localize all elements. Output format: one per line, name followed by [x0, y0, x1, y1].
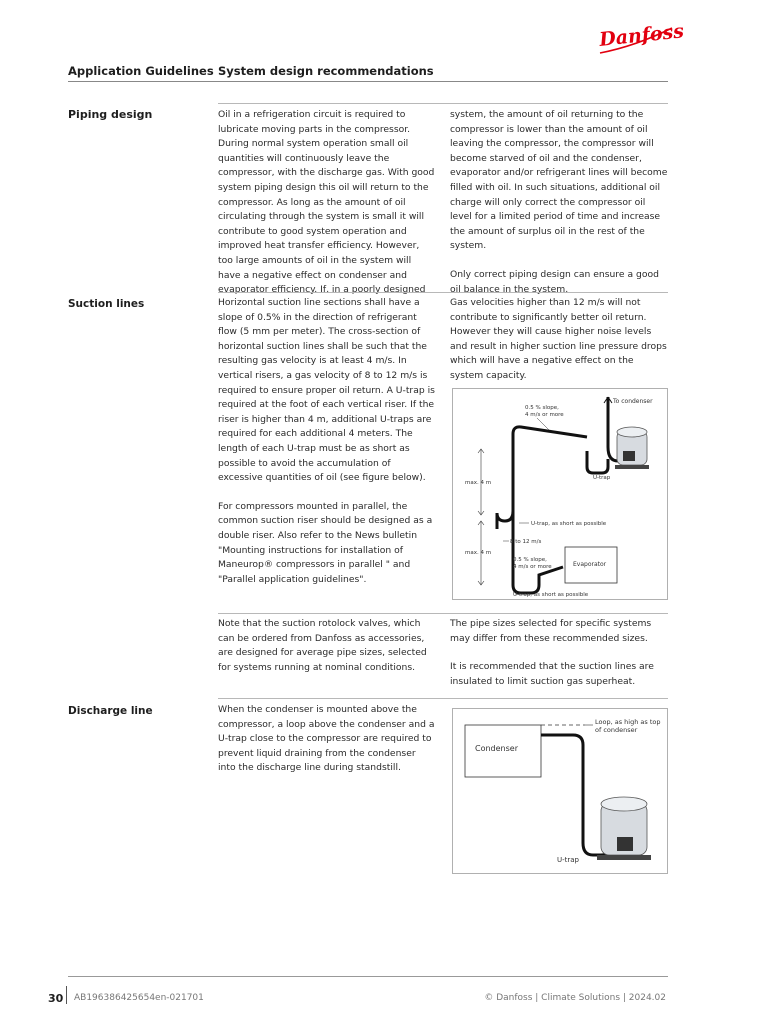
fig-label-loop-1: Loop, as high as top	[595, 718, 661, 726]
fig-label-u-trap: U-trap	[593, 475, 611, 481]
suction-rule	[218, 292, 668, 293]
section-title-suction: Suction lines	[68, 298, 145, 310]
discharge-figure	[452, 708, 668, 874]
fig-label-to-condenser: To condenser	[613, 398, 653, 405]
copyright: © Danfoss | Climate Solutions | 2024.02	[484, 993, 666, 1003]
u-trap-upper	[497, 511, 513, 529]
header-rule	[68, 81, 668, 82]
piping-col2	[450, 108, 668, 297]
suction-text-2: For compressors mounted in parallel, the common suction riser should be designed as a double riser. Also refer to the News bulletin "Mounting instructions for installation of Maneurop® compressors in parallel " and "Parallel application guidelines".	[218, 500, 433, 585]
suction-col2	[450, 296, 668, 384]
logo-text: Danfoss	[598, 20, 685, 51]
section-title-discharge: Discharge line	[68, 705, 153, 717]
danfoss-logo	[596, 20, 685, 56]
header-left-title: Application Guidelines	[68, 64, 214, 78]
piping-rule	[218, 103, 668, 104]
fig-label-u-trap-short-upper: U-trap, as short as possible	[531, 521, 607, 527]
u-trap-compressor	[587, 451, 608, 473]
fig-label-discharge-u-trap: U-trap	[557, 856, 580, 864]
suction-note-col1	[218, 617, 436, 675]
suction-note-text-1: Note that the suction rotolock valves, which can be ordered from Danfoss as accessories, are designed for average pipe sizes, selected for systems running at nominal conditions.	[218, 618, 427, 673]
suction-note-rule	[218, 613, 668, 614]
fig-label-loop-2: of condenser	[595, 726, 638, 734]
compressor-shape	[615, 427, 649, 469]
suction-figure	[452, 388, 668, 600]
fig-label-max4m-upper: max. 4 m	[465, 480, 492, 486]
discharge-text: When the condenser is mounted above the compressor, a loop above the condenser and a U-trap close to the compressor are required to prevent liquid draining from the condenser into the discharge line during standstill.	[218, 704, 435, 774]
fig-label-slope-top-2: 4 m/s or more	[525, 412, 564, 418]
page-number: 30	[48, 992, 64, 1005]
fig-label-slope-bottom-1: 0.5 % slope,	[513, 557, 547, 563]
suction-text-3: Gas velocities higher than 12 m/s will not contribute to significantly better oil return. However they will cause higher noise levels and result in higher suction line pressure drops which will have a negative effect on the system capacity.	[450, 297, 667, 381]
document-code: AB196386425654en-021701	[74, 993, 204, 1003]
fig-label-condenser: Condenser	[475, 744, 518, 753]
suction-text-1: Horizontal suction line sections shall have a slope of 0.5% in the direction of refrigerant flow (5 mm per meter). The cross-section of horizontal suction lines shall be such that the resulting gas velocity is at least 4 m/s. In vertical risers, a gas velocity of 8 to 12 m/s is required to ensure proper oil return. A U-trap is required at the foot of each vertical riser. If the riser is higher than 4 m, additional U-traps are required for each additional 4 meters. The length of each U-trap must be as short as possible to avoid the accumulation of excessive quantities of oil (see figure below).	[218, 297, 435, 484]
fig-label-u-trap-short-lower: U-trap, as short as possible	[513, 592, 589, 598]
suction-note-text-3: It is recommended that the suction lines are insulated to limit suction gas superheat.	[450, 661, 654, 687]
fig-label-slope-top-1: 0.5 % slope,	[525, 405, 559, 411]
section-title-piping: Piping design	[68, 108, 153, 121]
header-right-title: System design recommendations	[218, 64, 434, 78]
discharge-rule	[218, 698, 668, 699]
footer-rule	[68, 976, 668, 977]
piping-text-2: system, the amount of oil returning to the compressor is lower than the amount of oil leaving the compressor, the compressor will become starved of oil and the condenser, evaporator and/or refrigerant lines will become filled with oil. In such situations, additional oil charge will only correct the compressor oil level for a limited period of time and increase the amount of surplus oil in the rest of the system.	[450, 109, 668, 252]
fig-label-slope-bottom-2: 4 m/s or more	[513, 564, 552, 570]
top-horizontal-pipe	[513, 427, 587, 511]
fig-label-max4m-lower: max. 4 m	[465, 550, 492, 556]
piping-text-3: Only correct piping design can ensure a good oil balance in the system.	[450, 268, 659, 295]
fig-label-velocity: 8 to 12 m/s	[510, 539, 542, 545]
discharge-compressor-shape	[597, 797, 651, 860]
piping-col1	[218, 108, 436, 298]
fig-label-evaporator: Evaporator	[573, 561, 607, 568]
suction-col1	[218, 296, 436, 587]
suction-note-col2	[450, 617, 668, 689]
piping-text-1: Oil in a refrigeration circuit is required to lubricate moving parts in the compressor. During normal system operation small oil quantities will continuously leave the compressor, with the discharge gas. With good system piping design this oil will return to the compressor. As long as the amount of oil circulating through the system is small it will contribute to good system operation and improved heat transfer efficiency. However, too large amounts of oil in the system will have a negative effect on condenser and evaporator efficiency. If, in a poorly designed	[218, 109, 435, 296]
suction-note-text-2: The pipe sizes selected for specific systems may differ from these recommended sizes.	[450, 618, 652, 644]
discharge-col1	[218, 703, 436, 776]
